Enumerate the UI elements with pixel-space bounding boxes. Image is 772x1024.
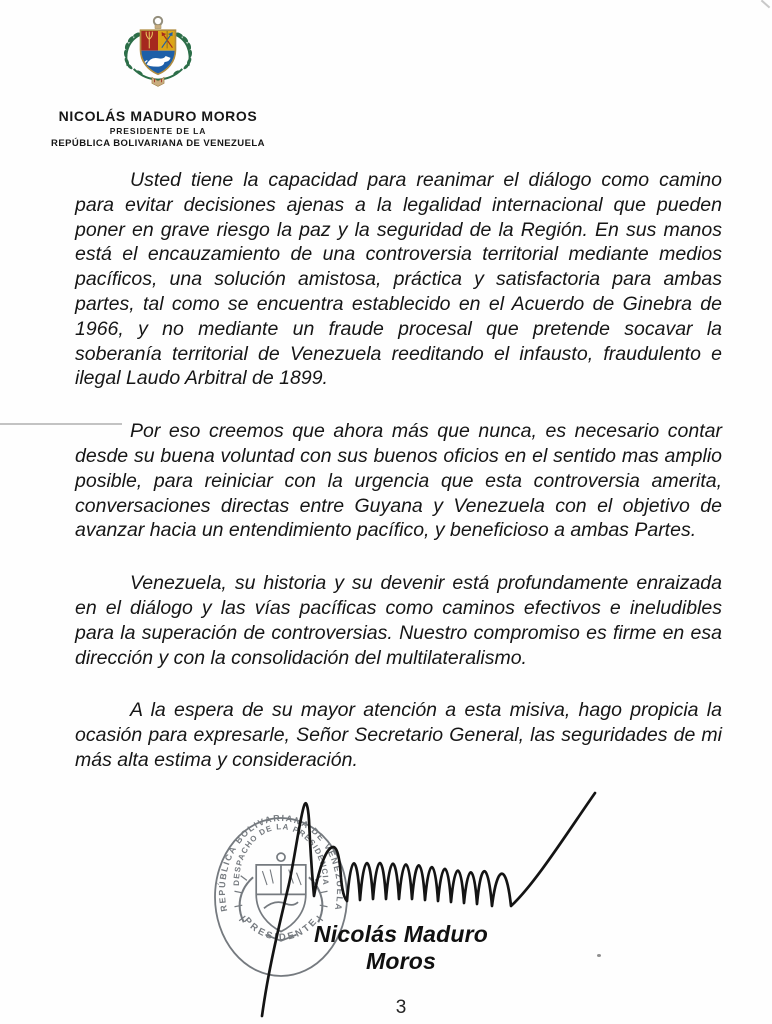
page-number: 3: [395, 997, 407, 1018]
scan-speck: [761, 0, 771, 8]
venezuela-coat-of-arms-icon: [120, 14, 196, 98]
signatory-name: Nicolás Maduro Moros: [313, 921, 489, 974]
letterhead: [20, 14, 296, 149]
seal-bottom-text: PRESIDENTE: [241, 915, 321, 944]
seal-inner-text: DESPACHO DE LA PRESIDENCIA: [231, 822, 331, 886]
seal-outer-text: REPÚBLICA BOLIVARIANA DE VENEZUELA: [216, 812, 346, 913]
paragraph-1: Usted tiene la capacidad para reanimar el diálogo como camino para evitar decisiones ajenas a la legalidad internacional que pueden poner en grave riesgo la paz y la seguridad de la Región. En sus manos está el encauzamiento de una controversia territorial mediante medios pacíficos, una solución amistosa, práctica y satisfactoria para ambas partes, tal como se encuentra establecido en el Acuerdo de Ginebra de 1966, y no mediante un fraude procesal que pretende socavar la soberanía territorial de Venezuela reeditando el infausto, fraudulento e ilegal Laudo Arbitral de 1899.: [75, 169, 722, 390]
handwritten-signature: [262, 793, 595, 1016]
scan-speck: [597, 954, 601, 957]
letterhead-title: PRESIDENTE DE LA: [109, 126, 207, 136]
paragraph-3: Venezuela, su historia y su devenir está profundamente enraizada en el diálogo y las vías pacíficas como caminos efectivos e ineludibles para la superación de controversias. Nuestro compromiso es firme en esa dirección y con la consolidación del multilateralismo.: [75, 572, 722, 669]
letterhead-institution: REPÚBLICA BOLIVARIANA DE VENEZUELA: [51, 138, 265, 149]
paragraph-4: A la espera de su mayor atención a esta misiva, hago propicia la ocasión para expresarle, Señor Secretario General, las seguridades de mi más alta estima y consideración.: [75, 699, 722, 771]
svg-text:DESPACHO DE LA PRESIDENCIA: [232, 822, 330, 886]
letterhead-name: NICOLÁS MADURO MOROS: [58, 108, 258, 124]
svg-text:REPÚBLICA BOLIVARIANA DE VENEZ: [216, 813, 345, 913]
paragraph-2: Por eso creemos que ahora más que nunca, es necesario contar desde su buena voluntad con sus buenos oficios en el sentido mas amplio posible, para reiniciar con la urgencia que esta controversia amerita, conversaciones directas entre Guyana y Venezuela con el objetivo de avanzar hacia un entendimiento pacífico, y beneficioso a ambas Partes.: [75, 420, 722, 542]
letter-body: [75, 168, 722, 801]
